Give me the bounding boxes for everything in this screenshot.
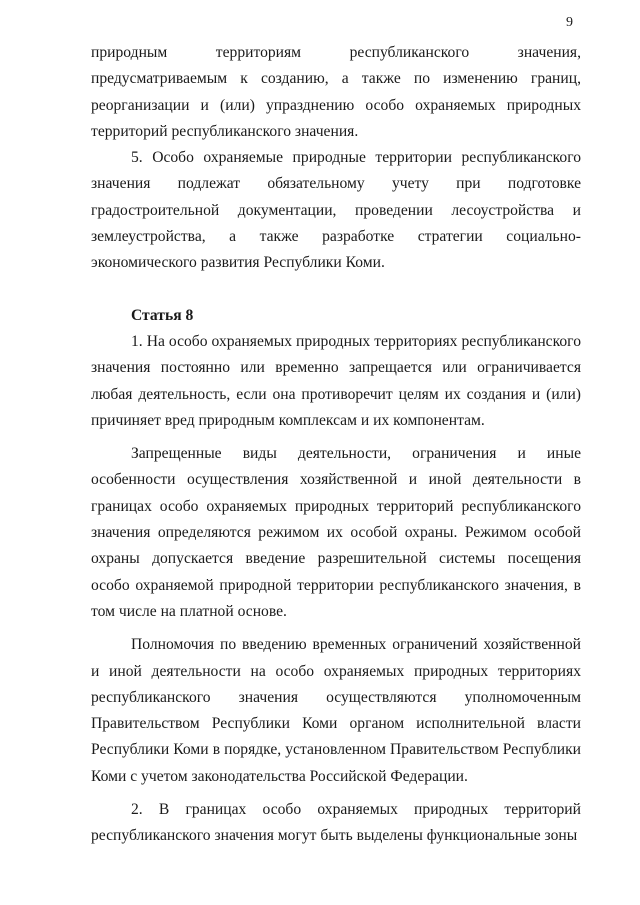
paragraph-powers: Полномочия по введению временных ограничений хозяйственной и иной деятельности на особо охраняемых природных территориях республиканского значения осуществляются уполномоченным Правительством Республики Коми органом исполнительной власти Республики Коми в порядке, установленном Правительством Республики Коми с учетом законодательства Российской Федерации. bbox=[91, 636, 581, 785]
spacer bbox=[91, 790, 581, 797]
spacer bbox=[91, 277, 581, 303]
page-number: 9 bbox=[566, 15, 573, 30]
article-heading: Статья 8 bbox=[131, 306, 194, 324]
paragraph-prohibited-activities: Запрещенные виды деятельности, ограничения и иные особенности осуществления хозяйственной и иной деятельности в границах особо охраняемых природных территорий республиканского значения определяются режимом их особой охраны. Режимом особой охраны допускается введение разрешительной системы посещения особо охраняемой природной территории республиканского значения, в том числе на платной основе. bbox=[91, 445, 581, 620]
spacer bbox=[91, 625, 581, 632]
spacer bbox=[91, 434, 581, 441]
document-body bbox=[91, 40, 581, 850]
paragraph-item-5: 5. Особо охраняемые природные территории республиканского значения подлежат обязательному учету при подготовке градостроительной документации, проведении лесоустройства и землеустройства, а также разработке стратегии социально-экономического развития Республики Коми. bbox=[91, 149, 581, 272]
paragraph-continuation: природным территориям республиканского значения, предусматриваемым к созданию, а также по изменению границ, реорганизации и (или) упразднению особо охраняемых природных территорий республиканского значения. bbox=[91, 44, 581, 140]
paragraph-item-1: 1. На особо охраняемых природных территориях республиканского значения постоянно или временно запрещается или ограничивается любая деятельность, если она противоречит целям их создания и (или) причиняет вред природным комплексам и их компонентам. bbox=[91, 332, 581, 429]
paragraph-item-2: 2. В границах особо охраняемых природных территорий республиканского значения могут быть выделены функциональные зоны bbox=[91, 801, 581, 845]
